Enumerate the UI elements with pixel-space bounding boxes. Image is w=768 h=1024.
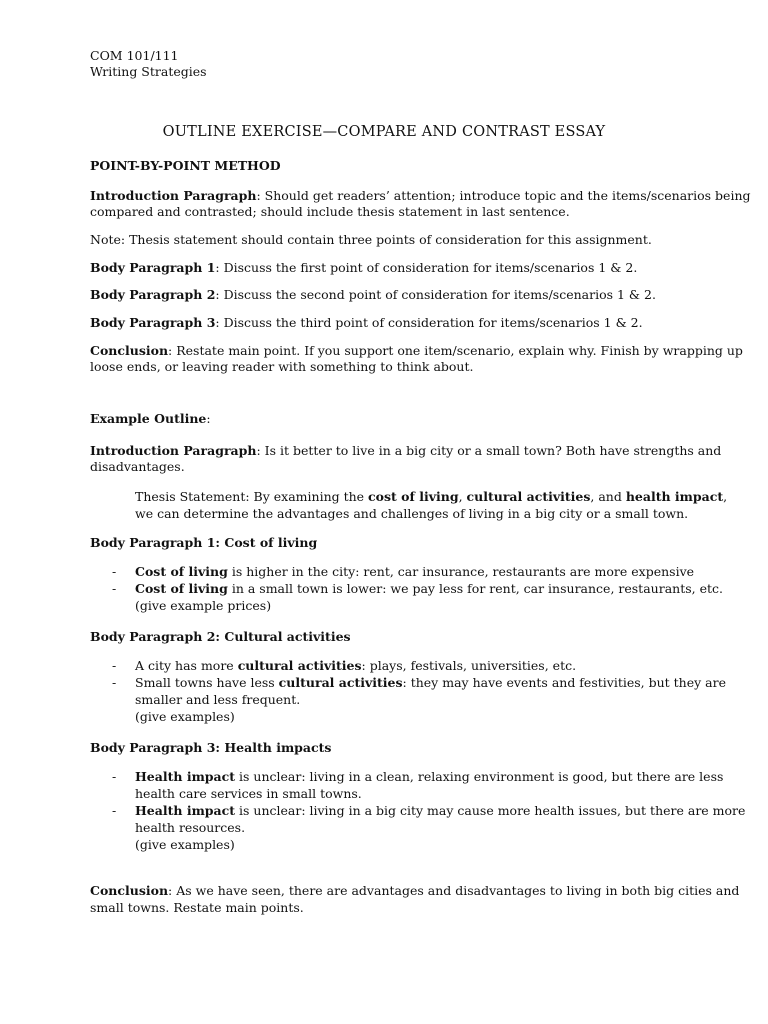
example-note: (give examples) <box>135 837 235 852</box>
example-body2-heading: Body Paragraph 2: Cultural activities <box>90 629 351 644</box>
method-body2: Body Paragraph 2: Discuss the second point of consideration for items/scenarios 1 & 2. <box>90 287 656 302</box>
example-body3-heading: Body Paragraph 3: Health impacts <box>90 740 332 755</box>
example-intro-line2: disadvantages. <box>90 459 185 474</box>
method-body1: Body Paragraph 1: Discuss the first point of consideration for items/scenarios 1 & 2. <box>90 260 638 275</box>
intro-label: Introduction Paragraph <box>90 188 257 203</box>
bullet-dash: - <box>112 769 117 784</box>
bullet-dash: - <box>112 658 117 673</box>
thesis-statement-line2: we can determine the advantages and challenges of living in a big city or a small town. <box>135 506 689 521</box>
bullet-dash: - <box>112 564 117 579</box>
list-item-continued: health care services in small towns. <box>135 786 362 801</box>
list-item: Small towns have less cultural activities: they may have events and festivities, but they are <box>135 675 726 690</box>
bullet-dash: - <box>112 581 117 596</box>
example-conclusion-line2: small towns. Restate main points. <box>90 900 304 915</box>
course-code: COM 101/111 <box>90 48 179 63</box>
thesis-statement-line1: Thesis Statement: By examining the cost of living, cultural activities, and health impact, <box>135 489 728 504</box>
method-conclusion-line2: loose ends, or leaving reader with something to think about. <box>90 359 474 374</box>
example-intro-line1: Introduction Paragraph: Is it better to live in a big city or a small town? Both have strengths and <box>90 443 722 458</box>
bullet-dash: - <box>112 675 117 690</box>
method-intro-line1: Introduction Paragraph: Should get readers’ attention; introduce topic and the items/scenarios being <box>90 188 751 203</box>
list-item: Health impact is unclear: living in a big city may cause more health issues, but there are more <box>135 803 746 818</box>
method-intro-line2: compared and contrasted; should include thesis statement in last sentence. <box>90 204 570 219</box>
method-body3: Body Paragraph 3: Discuss the third point of consideration for items/scenarios 1 & 2. <box>90 315 643 330</box>
list-item: Cost of living in a small town is lower: we pay less for rent, car insurance, restaurants, etc. <box>135 581 723 596</box>
list-item: Health impact is unclear: living in a clean, relaxing environment is good, but there are less <box>135 769 724 784</box>
example-body1-heading: Body Paragraph 1: Cost of living <box>90 535 318 550</box>
course-subject: Writing Strategies <box>90 64 207 79</box>
example-conclusion-line1: Conclusion: As we have seen, there are advantages and disadvantages to living in both big cities and <box>90 883 740 898</box>
method-conclusion-line1: Conclusion: Restate main point. If you support one item/scenario, explain why. Finish by wrapping up <box>90 343 743 358</box>
example-note: (give example prices) <box>135 598 272 613</box>
method-heading: POINT-BY-POINT METHOD <box>90 158 281 173</box>
list-item-continued: health resources. <box>135 820 246 835</box>
page-title: OUTLINE EXERCISE—COMPARE AND CONTRAST ESSAY <box>162 124 606 140</box>
thesis-note: Note: Thesis statement should contain three points of consideration for this assignment. <box>90 232 652 247</box>
bullet-dash: - <box>112 803 117 818</box>
example-note: (give examples) <box>135 709 235 724</box>
list-item-continued: smaller and less frequent. <box>135 692 301 707</box>
list-item: Cost of living is higher in the city: rent, car insurance, restaurants are more expensive <box>135 564 695 579</box>
example-heading: Example Outline: <box>90 411 211 426</box>
list-item: A city has more cultural activities: plays, festivals, universities, etc. <box>135 658 577 673</box>
